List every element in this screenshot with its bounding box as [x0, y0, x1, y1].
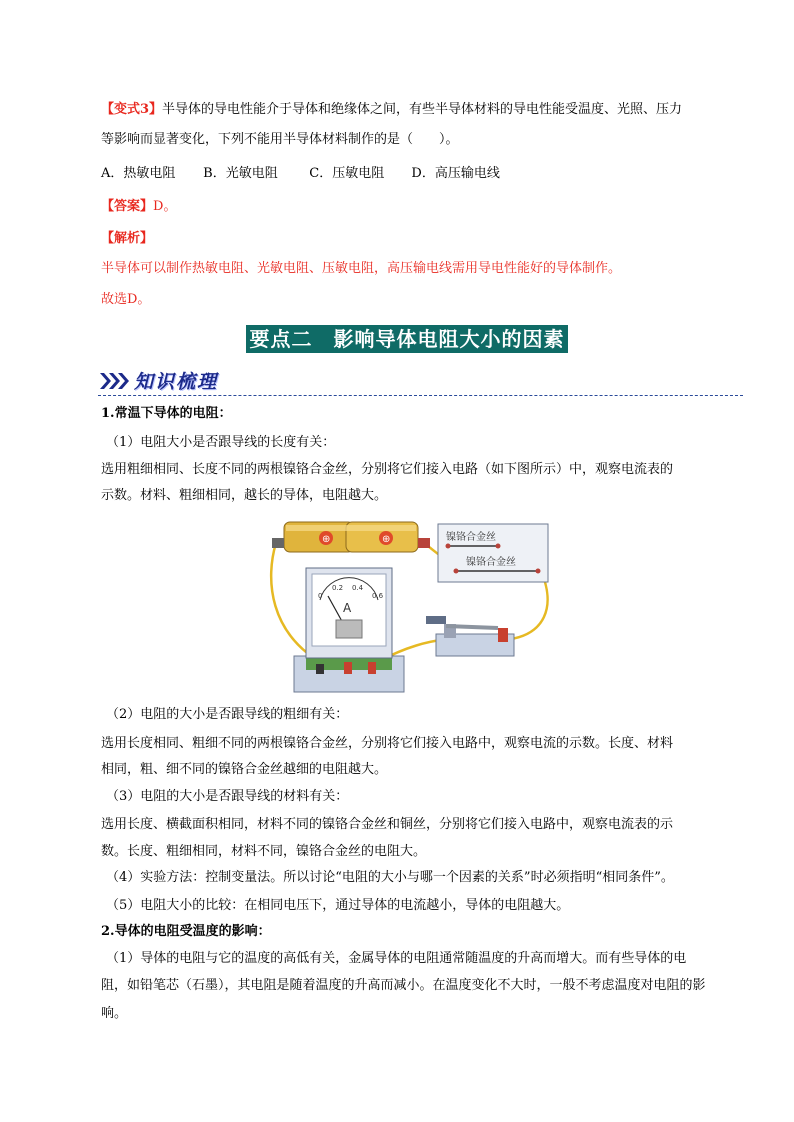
- knowledge-header: 知识梳理: [134, 371, 219, 393]
- circuit-diagram: [266, 516, 552, 694]
- variant-question-line-2: 等影响而显著变化，下列不能用半导体材料制作的是（ ）。: [101, 132, 459, 147]
- long-wire-end-2: [536, 569, 541, 574]
- p1-text-b: 示数。材料、粗细相同，越长的导体，电阻越大。: [101, 488, 388, 503]
- options-row: [101, 164, 500, 184]
- battery-symbol-1: ⊕: [322, 534, 331, 545]
- p2-title: （2）电阻的大小是否跟导线的粗细有关：: [106, 707, 349, 722]
- battery-symbol-2: ⊕: [382, 534, 391, 545]
- p3-title: （3）电阻的大小是否跟导线的材料有关：: [106, 789, 349, 804]
- heading-1: 1.常温下导体的电阻：: [101, 406, 232, 421]
- heading-2: 2.导体的电阻受温度的影响：: [101, 924, 271, 939]
- p5-text: （5）电阻大小的比较：在相同电压下，通过导体的电流越小，导体的电阻越大。: [106, 898, 570, 913]
- long-wire-end-1: [454, 569, 459, 574]
- scale-2: 0.4: [352, 584, 364, 592]
- terminal-black: [316, 664, 324, 674]
- wire-label-1: 镍铬合金丝: [446, 532, 496, 543]
- answer-line: [101, 197, 176, 217]
- arrow-shape-1: [100, 373, 111, 389]
- wire-label-2: 镍铬合金丝: [466, 557, 516, 568]
- p3-text-a: 选用长度、横截面积相同，材料不同的镍铬合金丝和铜丝，分别将它们接入电路中，观察电流表的示: [101, 817, 674, 832]
- battery-icon: [272, 522, 430, 552]
- p2-text-a: 选用长度相同、粗细不同的两根镍铬合金丝，分别将它们接入电路中，观察电流的示数。长度、材料: [101, 736, 674, 751]
- triple-arrow-icon: [98, 365, 138, 395]
- option-c: C．压敏电阻: [309, 166, 385, 181]
- section-title: 要点二 影响导体电阻大小的因素: [246, 325, 568, 353]
- analysis-label: 【解析】: [101, 231, 154, 246]
- battery-terminal-right: [418, 538, 430, 548]
- short-wire-end-1: [446, 544, 451, 549]
- short-wire-end-2: [496, 544, 501, 549]
- option-b: B．光敏电阻: [203, 166, 278, 181]
- battery-highlight: [286, 525, 416, 531]
- variant-question-line-1: [101, 100, 682, 120]
- ammeter-icon: [294, 568, 404, 692]
- battery-terminal-left: [272, 538, 284, 548]
- variant-label: 【变式3】: [101, 102, 163, 117]
- p6-text-c: 响。: [101, 1006, 128, 1021]
- switch-contact: [498, 628, 508, 642]
- variant-text-1: 半导体的导电性能介于导体和绝缘体之间，有些半导体材料的导电性能受温度、光照、压力: [162, 102, 683, 117]
- p4-text: （4）实验方法：控制变量法。所以讨论“电阻的大小与哪一个因素的关系”时必须指明“相同条件”。: [106, 870, 674, 885]
- scale-3: 0.6: [372, 592, 384, 600]
- option-d: D．高压输电线: [411, 166, 500, 181]
- switch-handle: [426, 616, 446, 624]
- answer-label: 【答案】: [101, 199, 154, 214]
- option-a: A．热敏电阻: [101, 166, 176, 181]
- scale-0: 0: [318, 592, 323, 600]
- analysis-text: 半导体可以制作热敏电阻、光敏电阻、压敏电阻，高压输电线需用导电性能好的导体制作。: [101, 261, 622, 276]
- p2-text-b: 相同，粗、细不同的镍铬合金丝越细的电阻越大。: [101, 762, 388, 777]
- conclusion: 故选D。: [101, 292, 151, 307]
- terminal-red-1: [344, 662, 352, 674]
- p1-text-a: 选用粗细相同、长度不同的两根镍铬合金丝，分别将它们接入电路（如下图所示）中，观察电流表的: [101, 462, 674, 477]
- meter-mirror: [336, 620, 362, 638]
- p6-text-b: 阻，如铅笔芯（石墨），其电阻是随着温度的升高而减小。在温度变化不大时，一般不考虑温度对电阻的影: [101, 978, 706, 993]
- meter-symbol: A: [343, 601, 352, 615]
- answer-value: D。: [153, 199, 177, 214]
- switch-blade: [446, 626, 498, 628]
- dashed-divider: [98, 395, 743, 396]
- wire-board: [438, 524, 548, 582]
- terminal-red-2: [368, 662, 376, 674]
- p6-text-a: （1）导体的电阻与它的温度的高低有关，金属导体的电阻通常随温度的升高而增大。而有些导体的电: [106, 951, 687, 966]
- switch-icon: [426, 616, 514, 656]
- scale-1: 0.2: [332, 584, 344, 592]
- p3-text-b: 数。长度、粗细相同，材料不同，镍铬合金丝的电阻大。: [101, 844, 427, 859]
- p1-title: （1）电阻大小是否跟导线的长度有关：: [106, 435, 336, 450]
